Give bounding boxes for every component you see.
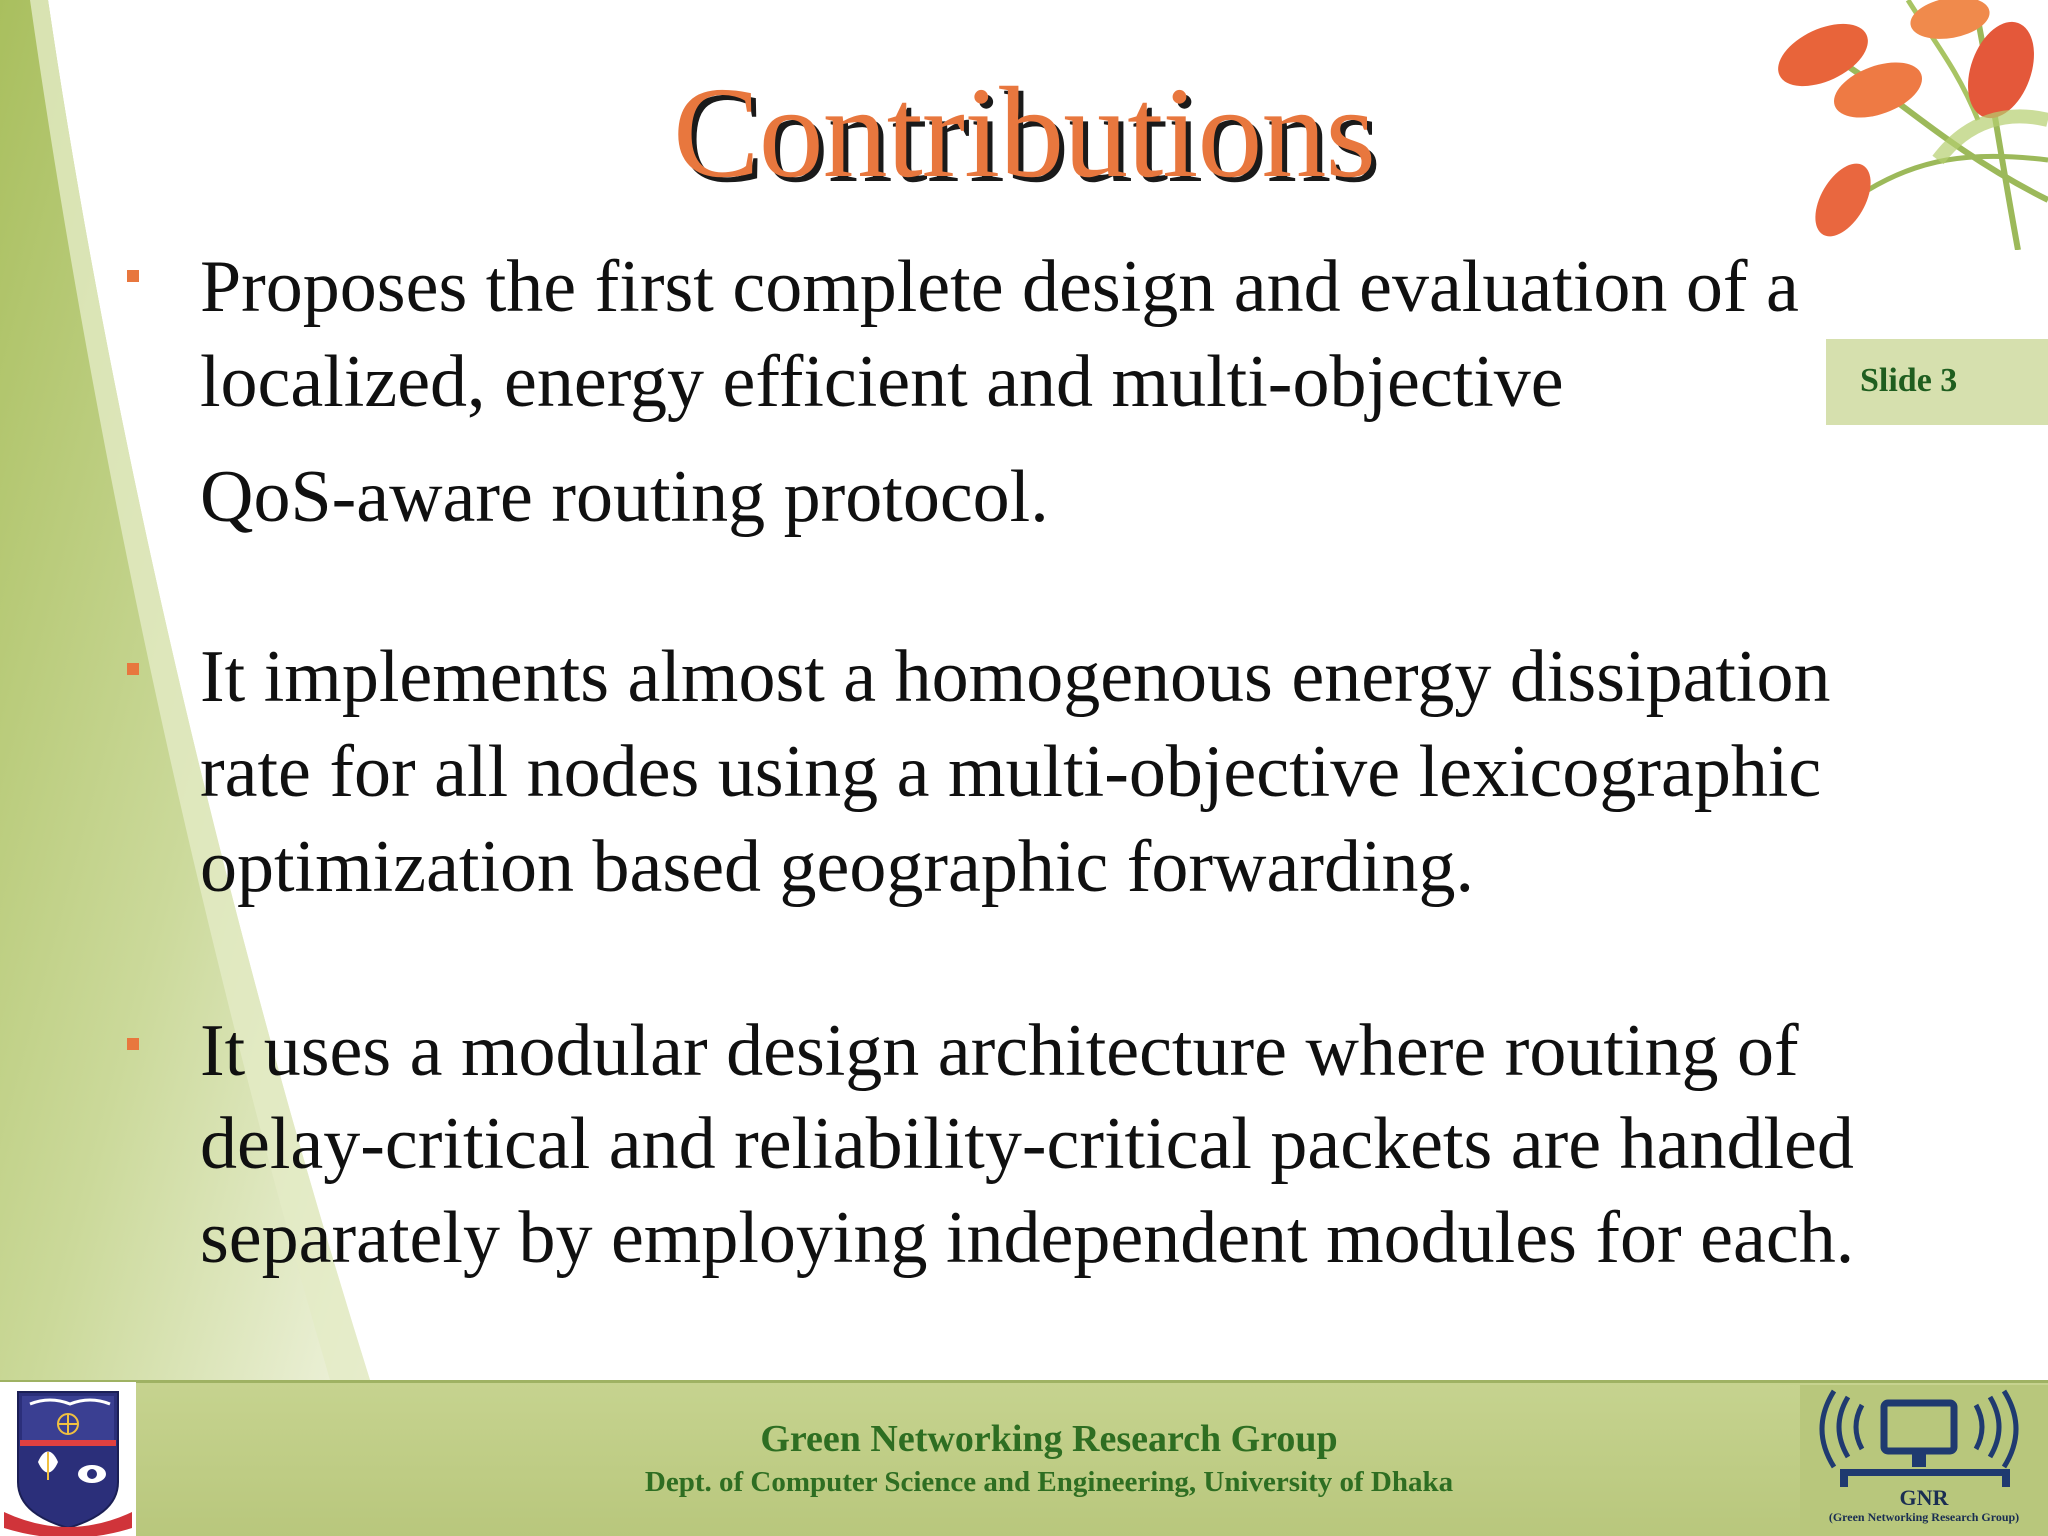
slide-number-tag-label: Slide 3 [1860,362,1958,399]
bullet-line: Proposes the first complete design and evaluation of a [200,246,1799,328]
slide-title: Contributions [672,61,1376,205]
footer-org-name: Green Networking Research Group [760,1418,1338,1460]
bullet-line: localized, energy efficient and multi-objective [200,341,1564,423]
bullet-marker-icon [127,270,139,282]
bullet-line: It uses a modular design architecture where routing of [200,1010,1799,1092]
gnr-logo [1800,1385,2048,1536]
footer-bar [0,1380,2048,1536]
university-of-dhaka-seal-icon [0,1382,136,1536]
bullet-line: QoS-aware routing protocol. [200,456,1049,538]
university-logo [0,1382,136,1536]
bullet-line: delay-critical and reliability-critical packets are handled [200,1103,1854,1185]
gnr-logo-full-name: (Green Networking Research Group) [1828,1510,2020,1524]
bullet-line: rate for all nodes using a multi-objective lexicographic [200,731,1822,813]
footer-department: Dept. of Computer Science and Engineering, University of Dhaka [644,1466,1454,1498]
gnr-logo-acronym: GNR [1899,1485,1949,1510]
bullet-line: It implements almost a homogenous energy dissipation [200,636,1831,718]
bullet-line: optimization based geographic forwarding. [200,826,1475,908]
bullet-marker-icon [127,663,139,675]
bullet-marker-icon [127,1038,139,1050]
slide-number-tag [1826,339,2048,425]
bullet-line: separately by employing independent modules for each. [200,1197,1855,1279]
